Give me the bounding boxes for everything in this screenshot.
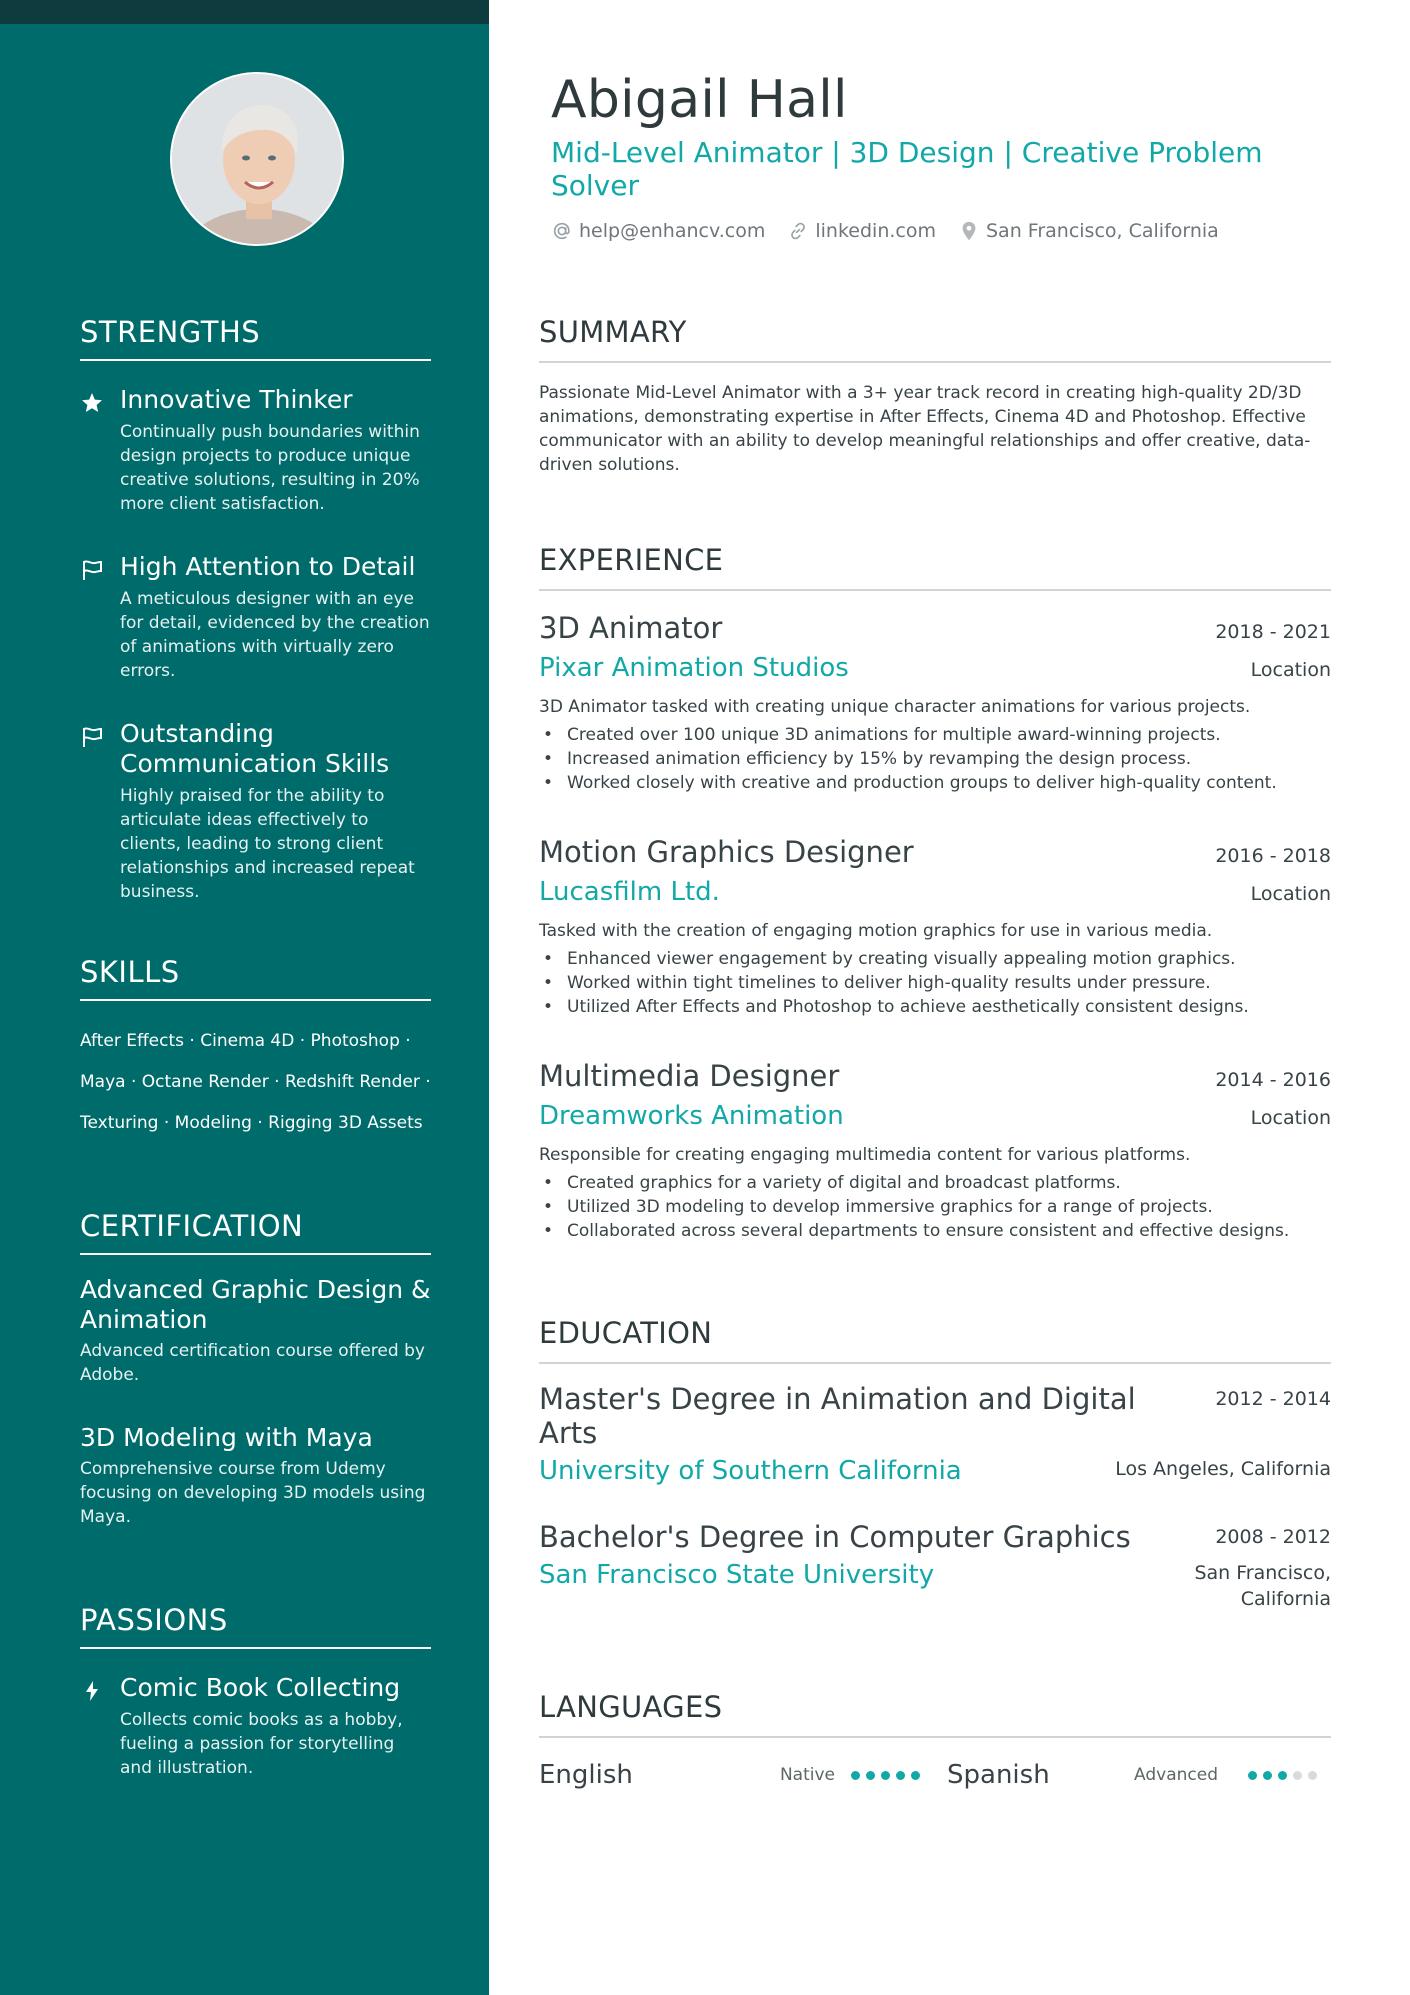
linkedin-text: linkedin.com (815, 220, 936, 242)
job-bullet: • Collaborated across several departments to ensure consistent and effective designs. (539, 1219, 1331, 1243)
job-company: Dreamworks Animation (539, 1101, 844, 1131)
resume-header (551, 66, 1341, 242)
passions-title: PASSIONS (80, 1603, 431, 1649)
proficiency-dot-empty (1293, 1771, 1302, 1780)
school-name: San Francisco State University (539, 1560, 935, 1590)
strength-desc: Continually push boundaries within design projects to produce unique creative solutions, resulting in 20% more client satisfaction. (120, 422, 420, 514)
skills-list (80, 1021, 431, 1144)
location-text: San Francisco, California (986, 220, 1219, 242)
job-bullet: • Worked closely with creative and production groups to deliver high-quality content. (539, 771, 1331, 795)
cert-title: Advanced Graphic Design & Animation (80, 1275, 431, 1334)
passion-desc: Collects comic books as a hobby, fueling a passion for storytelling and illustration. (120, 1710, 403, 1778)
proficiency-dot-filled (1278, 1771, 1287, 1780)
cert-desc: Advanced certification course offered by Adobe. (80, 1341, 425, 1385)
job-dates: 2014 - 2016 (1215, 1069, 1331, 1091)
languages-section (539, 1690, 1331, 1790)
job-title: Motion Graphics Designer (539, 835, 914, 869)
strength-desc: A meticulous designer with an eye for detail, evidenced by the creation of animations with virtually zero errors. (120, 589, 430, 681)
language-proficiency-dots (1248, 1771, 1317, 1780)
email-text: help@enhancv.com (579, 220, 766, 242)
sidebar-top-bar (0, 0, 489, 24)
experience-title: EXPERIENCE (539, 543, 1331, 591)
at-icon (551, 220, 573, 242)
strength-title: Innovative Thinker (120, 385, 353, 414)
job-entry (539, 611, 1331, 795)
sidebar (0, 0, 489, 1995)
job-entry (539, 835, 1331, 1019)
education-title: EDUCATION (539, 1316, 1331, 1364)
proficiency-dot-filled (1248, 1771, 1257, 1780)
strength-item (80, 552, 431, 683)
proficiency-dot-filled (896, 1771, 905, 1780)
summary-text: Passionate Mid-Level Animator with a 3+ year track record in creating high-quality 2D/3D animations, demonstrating expertise in After Effects, Cinema 4D and Photoshop. Effective communicator with an ability to develop meaningful relationships and offer creative, data-driven solutions. (539, 383, 1311, 475)
language-name: English (539, 1760, 633, 1790)
degree-title: Master's Degree in Animation and Digital Arts (539, 1382, 1136, 1450)
job-bullet: • Worked within tight timelines to deliver high-quality results under pressure. (539, 971, 1331, 995)
passion-title: Comic Book Collecting (120, 1673, 401, 1702)
language-proficiency-dots (851, 1771, 920, 1780)
language-level: Advanced (1134, 1765, 1218, 1785)
experience-section (539, 543, 1331, 1243)
job-dates: 2018 - 2021 (1215, 621, 1331, 643)
languages-title: LANGUAGES (539, 1690, 1331, 1738)
job-company: Pixar Animation Studios (539, 653, 849, 683)
avatar (170, 72, 344, 246)
flag-icon (80, 725, 104, 749)
link-icon (787, 220, 809, 242)
contact-email[interactable] (551, 220, 765, 242)
strength-title: Outstanding Communication Skills (120, 719, 390, 778)
skills-title: SKILLS (80, 955, 431, 1001)
job-bullet: • Increased animation efficiency by 15% by revamping the design process. (539, 747, 1331, 771)
job-location: Location (1250, 659, 1331, 681)
passion-item (80, 1673, 431, 1780)
school-location: Los Angeles, California (1115, 1458, 1331, 1480)
job-description: Tasked with the creation of engaging motion graphics for use in various media. (539, 921, 1213, 941)
cert-desc: Comprehensive course from Udemy focusing on developing 3D models using Maya. (80, 1459, 426, 1527)
job-company: Lucasfilm Ltd. (539, 877, 720, 907)
passions-section (80, 1603, 431, 1780)
candidate-headline: Mid-Level Animator | 3D Design | Creative Problem Solver (551, 136, 1263, 202)
job-entry (539, 1059, 1331, 1243)
job-title: Multimedia Designer (539, 1059, 840, 1093)
job-dates: 2016 - 2018 (1215, 845, 1331, 867)
education-entry (539, 1382, 1331, 1486)
certification-section (80, 1209, 431, 1529)
language-level: Native (779, 1765, 835, 1785)
job-description: Responsible for creating engaging multimedia content for various platforms. (539, 1145, 1191, 1165)
star-icon (80, 391, 104, 415)
skills-line: Maya · Octane Render · Redshift Render · (80, 1072, 431, 1092)
job-bullet: • Utilized After Effects and Photoshop to achieve aesthetically consistent designs. (539, 995, 1331, 1019)
flag-icon (80, 558, 104, 582)
strengths-section (80, 315, 431, 904)
proficiency-dot-filled (881, 1771, 890, 1780)
contact-linkedin[interactable] (787, 220, 936, 242)
cert-title: 3D Modeling with Maya (80, 1423, 373, 1452)
education-dates: 2008 - 2012 (1215, 1526, 1331, 1548)
education-dates: 2012 - 2014 (1215, 1388, 1331, 1410)
school-location: San Francisco, California (1194, 1562, 1331, 1610)
certification-title: CERTIFICATION (80, 1209, 431, 1255)
job-title: 3D Animator (539, 611, 723, 645)
strength-desc: Highly praised for the ability to articulate ideas effectively to clients, leading to strong client relationships and increased repeat business. (120, 786, 415, 902)
summary-title: SUMMARY (539, 315, 1331, 363)
strengths-title: STRENGTHS (80, 315, 431, 361)
skills-section (80, 955, 431, 1144)
education-section (539, 1316, 1331, 1612)
languages-row (539, 1760, 1331, 1790)
job-bullet: • Created over 100 unique 3D animations for multiple award-winning projects. (539, 723, 1331, 747)
strength-title: High Attention to Detail (120, 552, 416, 581)
proficiency-dot-filled (1263, 1771, 1272, 1780)
lightning-icon (80, 1679, 104, 1703)
skills-line: After Effects · Cinema 4D · Photoshop · (80, 1031, 411, 1051)
job-location: Location (1250, 1107, 1331, 1129)
job-description: 3D Animator tasked with creating unique character animations for various projects. (539, 697, 1251, 717)
location-pin-icon (958, 220, 980, 242)
job-bullet: • Created graphics for a variety of digital and broadcast platforms. (539, 1171, 1331, 1195)
job-location: Location (1250, 883, 1331, 905)
cert-item (80, 1423, 431, 1529)
job-bullet: • Utilized 3D modeling to develop immersive graphics for a range of projects. (539, 1195, 1331, 1219)
language-name: Spanish (947, 1760, 1050, 1790)
contact-row (551, 220, 1341, 242)
proficiency-dot-filled (911, 1771, 920, 1780)
cert-item (80, 1275, 431, 1387)
strength-item (80, 385, 431, 516)
job-bullets (539, 947, 1331, 1019)
job-bullets (539, 723, 1331, 795)
language-item (539, 1760, 923, 1790)
candidate-name: Abigail Hall (551, 70, 848, 130)
strength-item (80, 719, 431, 904)
education-entry (539, 1520, 1331, 1612)
summary-section (539, 315, 1331, 477)
skills-line: Texturing · Modeling · Rigging 3D Assets (80, 1113, 423, 1133)
proficiency-dot-filled (851, 1771, 860, 1780)
job-bullet: • Enhanced viewer engagement by creating visually appealing motion graphics. (539, 947, 1331, 971)
language-item (947, 1760, 1331, 1790)
job-bullets (539, 1171, 1331, 1243)
proficiency-dot-empty (1308, 1771, 1317, 1780)
contact-location (958, 220, 1219, 242)
degree-title: Bachelor's Degree in Computer Graphics (539, 1520, 1131, 1554)
school-name: University of Southern California (539, 1456, 962, 1486)
proficiency-dot-filled (866, 1771, 875, 1780)
